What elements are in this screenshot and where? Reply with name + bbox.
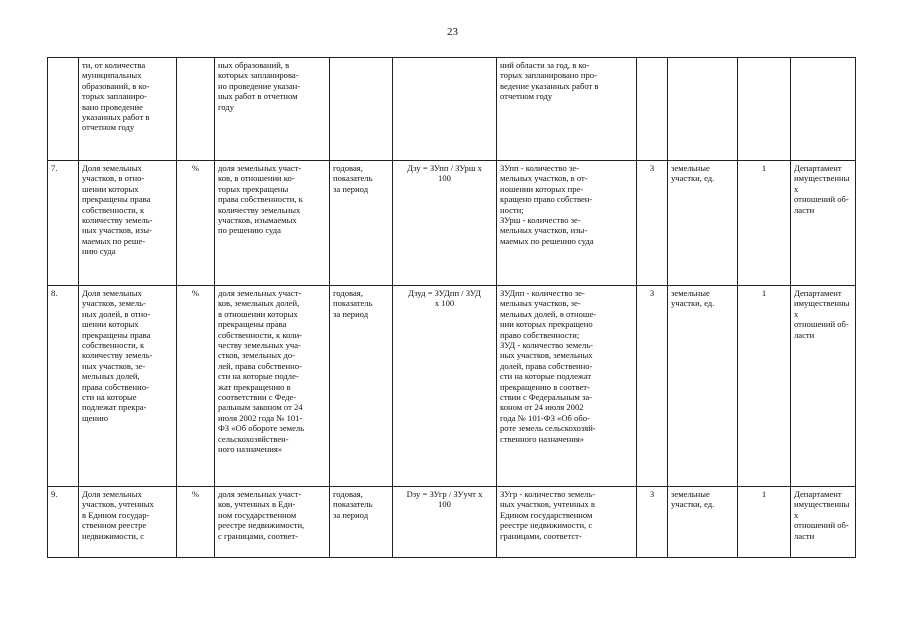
base-cell: земельные участки, ед.	[668, 161, 738, 286]
indicator-name-cell: Доля земельных участков, земель- ных долей, в отно- шении которых прекращены права собственности, к количеству земель- ных участков, зе- мельных долей, права собственно- сти на которые подлежат прекра- щению	[79, 286, 177, 487]
indicator-name-cell: Доля земельных участков, в отно- шении которых прекращены права собственности, к количеству земель- ных участков, изы- маемых по решe- нию суда	[79, 161, 177, 286]
base-cell: земельные участки, ед.	[668, 286, 738, 487]
base-cell: земельные участки, ед.	[668, 487, 738, 558]
table-row	[48, 487, 856, 558]
table-row	[48, 58, 856, 161]
formula-cell: Дзуд = ЗУДпп / ЗУД х 100	[393, 286, 497, 487]
row-number-cell	[48, 58, 79, 161]
formula-cell: Dзу = ЗУгр / ЗУучт х 100	[393, 487, 497, 558]
period-cell: годовая, показатель за период	[330, 286, 393, 487]
unit-cell: %	[177, 487, 215, 558]
formula-cell: Дзу = ЗУпп / ЗУрш х 100	[393, 161, 497, 286]
definition-cell: доля земельных участ- ков, учтенных в Еди- ном государственном реестре недвижимости, с границами, соответ-	[215, 487, 330, 558]
responsible-cell	[791, 58, 856, 161]
unit-cell: %	[177, 161, 215, 286]
row-number-cell: 7.	[48, 161, 79, 286]
definition-cell: доля земельных участ- ков, земельных долей, в отношении которых прекращены права собственности, к коли- честву земельных уча- стков, земельных до- лей, права собственно- сти на которые подле- жат прекращению в соответствии с Феде- ральным законом от 24 июля 2002 года № 101- ФЗ «Об обороте земель сельскохозяйствен- ного назначения»	[215, 286, 330, 487]
formula-cell	[393, 58, 497, 161]
table-row	[48, 161, 856, 286]
source-cell: 3	[637, 161, 668, 286]
weight-cell: 1	[738, 487, 791, 558]
indicator-table	[47, 57, 856, 558]
definition-cell: доля земельных участ- ков, в отношении ко- торых прекращены права собственности, к количеству земельных участков, изымаемых по решению суда	[215, 161, 330, 286]
components-cell: ний области за год, в ко- торых запланировано про- ведение указанных работ в отчетном году	[497, 58, 637, 161]
source-cell: 3	[637, 487, 668, 558]
unit-cell: %	[177, 286, 215, 487]
period-cell: годовая, показатель за период	[330, 487, 393, 558]
source-cell	[637, 58, 668, 161]
period-cell: годовая, показатель за период	[330, 161, 393, 286]
components-cell: ЗУгр - количество земель- ных участков, учтенных в Едином государственном реестре недвижимости, с границами, соответст-	[497, 487, 637, 558]
components-cell: ЗУпп - количество зе- мельных участков, в от- ношении которых пре- кращено право собствен- ности; ЗУрш - количество зе- мельных участков, изы- маемых по решению суда	[497, 161, 637, 286]
responsible-cell: Департамент имущественных отношений об- ласти	[791, 161, 856, 286]
unit-cell	[177, 58, 215, 161]
responsible-cell: Департамент имущественных отношений об- ласти	[791, 487, 856, 558]
table-row	[48, 286, 856, 487]
responsible-cell: Департамент имущественных отношений об- ласти	[791, 286, 856, 487]
weight-cell	[738, 58, 791, 161]
weight-cell: 1	[738, 286, 791, 487]
base-cell	[668, 58, 738, 161]
weight-cell: 1	[738, 161, 791, 286]
row-number-cell: 9.	[48, 487, 79, 558]
components-cell: ЗУДпп - количество зе- мельных участков, зе- мельных долей, в отноше- нии которых прекращено право собственности; ЗУД - количество земель- ных участков, земельных долей, права собственно- сти на которые подлежат прекращению в соответ- ствии с Федеральным за- коном от 24 июля 2002 года № 101-ФЗ «Об обо- роте земель сельскохозяй- ственного назначения»	[497, 286, 637, 487]
indicator-name-cell: Доля земельных участков, учтенных в Едином государ- ственном реестре недвижимости, с	[79, 487, 177, 558]
source-cell: 3	[637, 286, 668, 487]
definition-cell: ных образований, в которых запланирова- но проведение указан- ных работ в отчетном году	[215, 58, 330, 161]
row-number-cell: 8.	[48, 286, 79, 487]
period-cell	[330, 58, 393, 161]
page-number: 23	[447, 26, 458, 38]
indicator-name-cell: ти, от количества муниципальных образований, в ко- торых запланиро- вано проведение указанных работ в отчетном году	[79, 58, 177, 161]
